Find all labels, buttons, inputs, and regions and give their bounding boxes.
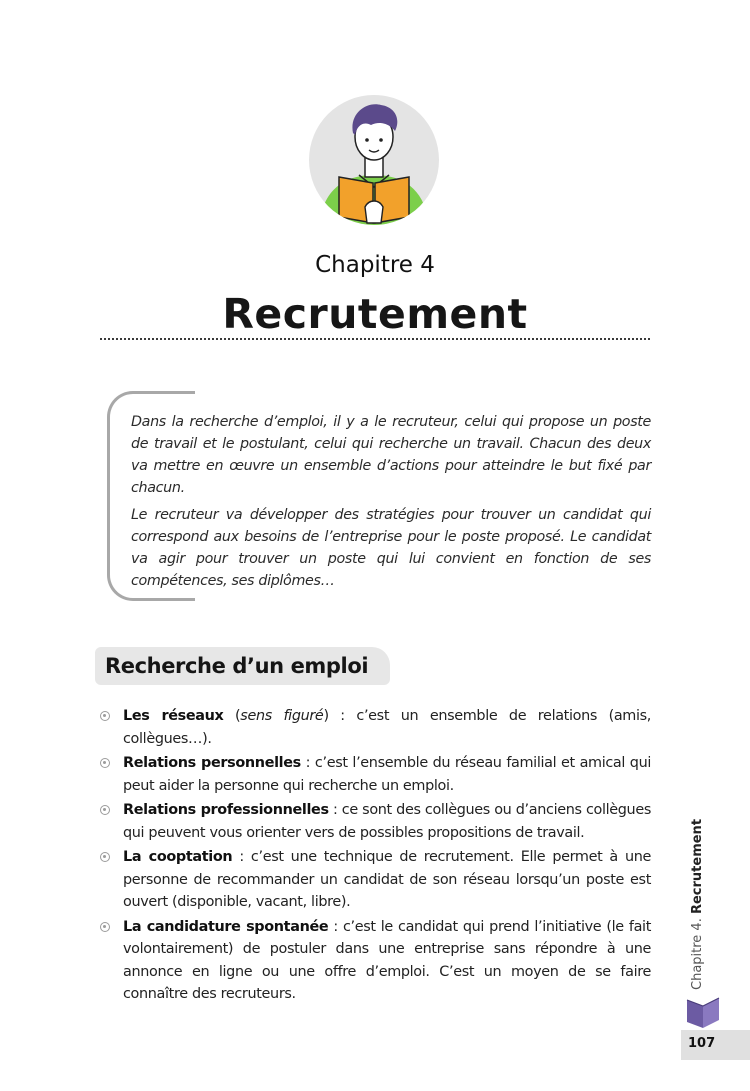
definition: : c’est le candidat qui prend l’initiative (le fait volontairement) de postuler dans une entreprise sans répondre à une annonce en ligne ou une offre d’emploi. C’est un moyen de se faire connaître des recruteurs.: [123, 918, 651, 1002]
bullet-icon: [100, 805, 110, 815]
intro-paragraph: Le recruteur va développer des stratégies pour trouver un candidat qui correspond aux besoins de l’entreprise pour le poste proposé. Le candidat va agir pour trouver un poste qui lui convient en fonction de ses compétences, ses diplômes…: [131, 507, 651, 589]
term: Relations personnelles: [123, 755, 301, 771]
bullet-icon: [100, 758, 110, 768]
section-heading: Recherche d’un emploi: [95, 647, 390, 685]
bullet-icon: [100, 922, 110, 932]
term: Les réseaux: [123, 708, 224, 724]
term: La cooptation: [123, 849, 233, 865]
definition: : c’est un ensemble de relations (amis, collègues…).: [123, 708, 651, 747]
book-icon: [683, 994, 723, 1030]
definition: : c’est une technique de recrutement. Elle permet à une personne de recommander un candidat de son réseau lorsqu’un poste est ouvert (disponible, vacant, libre).: [123, 849, 651, 910]
list-item: [100, 752, 651, 797]
bullet-icon: [100, 852, 110, 862]
definition-list: [100, 705, 651, 1008]
side-tab-chapter: Chapitre 4.: [690, 914, 705, 990]
list-item: [100, 846, 651, 914]
term: Relations professionnelles: [123, 802, 329, 818]
side-tab-name: Recrutement: [690, 818, 705, 915]
intro-box: [131, 411, 651, 597]
bullet-icon: [100, 711, 110, 721]
list-item: [100, 916, 651, 1006]
page-number: 107: [688, 1036, 716, 1051]
definition: : c’est l’ensemble du réseau familial et amical qui peut aider la personne qui recherche un emploi.: [123, 755, 651, 794]
intro-paragraph: Dans la recherche d’emploi, il y a le recruteur, celui qui propose un poste de travail et le postulant, celui qui recherche un travail. Chacun des deux va mettre en œuvre un ensemble d’actions pour atteindre le but fixé par chacun.: [131, 414, 651, 496]
term: La candidature spontanée: [123, 918, 329, 935]
list-item: [100, 799, 651, 844]
term-qualifier: sens figuré: [240, 708, 324, 724]
chapter-title: Recrutement: [222, 290, 528, 338]
definition: : ce sont des collègues ou d’anciens collègues qui peuvent vous orienter vers de possibles propositions de travail.: [123, 802, 651, 841]
title-divider: [100, 338, 650, 340]
reader-avatar-illustration: [309, 95, 439, 225]
chapter-label: Chapitre 4: [315, 252, 435, 278]
list-item: Les réseaux (sens figuré) : c’est un ensemble de relations (amis, collègues…).: [100, 705, 651, 750]
side-tab-label: [690, 819, 705, 990]
